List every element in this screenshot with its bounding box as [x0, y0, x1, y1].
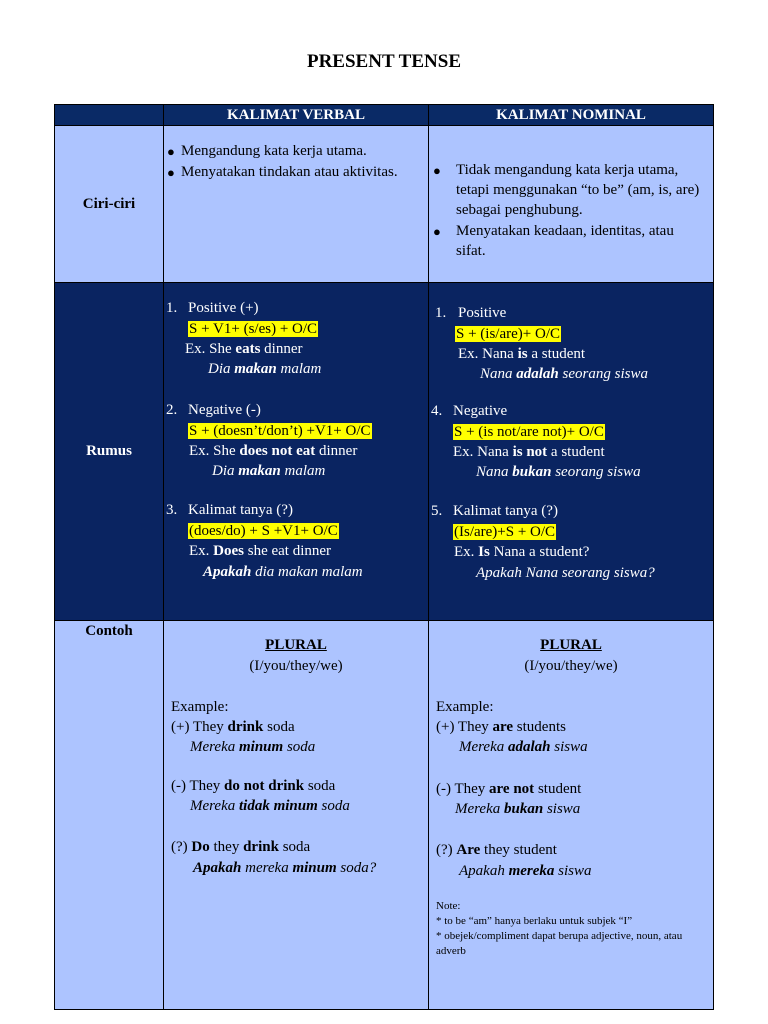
formula-positive: S + (is/are)+ O/C — [456, 326, 560, 342]
ciri-nominal-line: Menyatakan keadaan, identitas, atau — [456, 223, 674, 239]
translation: Mereka adalah siswa — [459, 739, 588, 755]
row-label-cell-rumus — [54, 282, 164, 621]
rumus-heading: Kalimat tanya (?) — [188, 502, 293, 518]
example-sentence: Ex. She eats dinner — [185, 341, 303, 357]
ciri-verbal-cell — [163, 125, 429, 283]
rumus-heading: Kalimat tanya (?) — [453, 503, 558, 519]
bullet-icon: ● — [433, 224, 441, 239]
formula-question: (does/do) + S +V1+ O/C — [189, 523, 338, 539]
example-positive: (+) They are students — [436, 719, 566, 735]
example-label: Example: — [171, 699, 229, 715]
example-negative: (-) They are not student — [436, 781, 582, 797]
note-line: adverb — [436, 945, 466, 957]
page-title: PRESENT TENSE — [306, 51, 461, 72]
bullet-icon: ● — [167, 144, 175, 159]
ciri-nominal-line: Tidak mengandung kata kerja utama, — [456, 162, 679, 178]
formula-negative: S + (doesn’t/don’t) +V1+ O/C — [189, 423, 371, 439]
item-number: 2. — [166, 402, 178, 418]
ciri-verbal-item: Mengandung kata kerja utama. — [181, 143, 367, 159]
rumus-heading: Positive (+) — [188, 300, 259, 316]
translation: Nana bukan seorang siswa — [476, 464, 641, 480]
example-sentence: Ex. Is Nana a student? — [454, 544, 590, 560]
row-label-rumus: Rumus — [86, 443, 132, 459]
translation: Apakah dia makan malam — [203, 564, 363, 580]
item-number: 4. — [431, 403, 443, 419]
note-line: * to be “am” hanya berlaku untuk subjek “I” — [436, 915, 633, 927]
note-line: * obejek/compliment dapat berupa adjective, noun, atau — [436, 930, 683, 942]
header-corner — [54, 104, 164, 126]
formula-positive: S + V1+ (s/es) + O/C — [189, 321, 318, 337]
ciri-nominal-line: sifat. — [456, 243, 486, 259]
header-verbal: KALIMAT VERBAL — [163, 104, 429, 126]
pronoun-list: (I/you/they/we) — [249, 658, 343, 674]
example-sentence: Ex. Nana is not a student — [453, 444, 605, 460]
item-number: 5. — [431, 503, 443, 519]
row-label-cell-ciri — [54, 125, 164, 283]
example-negative: (-) They do not drink soda — [171, 778, 336, 794]
translation: Nana adalah seorang siswa — [480, 366, 648, 382]
rumus-heading: Positive — [458, 305, 507, 321]
translation: Apakah mereka minum soda? — [193, 860, 377, 876]
ciri-nominal-cell — [428, 125, 714, 283]
formula-question: (Is/are)+S + O/C — [454, 524, 556, 540]
plural-heading: PLURAL — [540, 637, 602, 653]
example-positive: (+) They drink soda — [171, 719, 295, 735]
pronoun-list: (I/you/they/we) — [524, 658, 618, 674]
note-heading: Note: — [436, 900, 461, 912]
bullet-icon: ● — [433, 163, 441, 178]
item-number: 1. — [435, 305, 447, 321]
translation: Apakah mereka siswa — [459, 863, 592, 879]
ciri-verbal-item: Menyatakan tindakan atau aktivitas. — [181, 164, 398, 180]
translation: Dia makan malam — [208, 361, 322, 377]
translation: Dia makan malam — [212, 463, 326, 479]
item-number: 1. — [166, 300, 178, 316]
tense-table — [54, 104, 714, 1010]
item-number: 3. — [166, 502, 178, 518]
rumus-verbal-cell — [163, 282, 429, 621]
header-nominal: KALIMAT NOMINAL — [428, 104, 714, 126]
ciri-nominal-line: tetapi menggunakan “to be” (am, is, are) — [456, 182, 700, 198]
plural-heading: PLURAL — [265, 637, 327, 653]
example-question: (?) Are they student — [436, 842, 557, 858]
contoh-verbal-cell — [163, 620, 429, 1010]
rumus-heading: Negative (-) — [188, 402, 261, 418]
row-label-ciri: Ciri-ciri — [82, 196, 136, 212]
rumus-nominal-cell — [428, 282, 714, 621]
translation: Mereka tidak minum soda — [190, 798, 350, 814]
translation: Apakah Nana seorang siswa? — [476, 565, 655, 581]
contoh-nominal-cell — [428, 620, 714, 1010]
example-sentence: Ex. Nana is a student — [458, 346, 586, 362]
translation: Mereka minum soda — [190, 739, 316, 755]
formula-negative: S + (is not/are not)+ O/C — [454, 424, 604, 440]
example-sentence: Ex. She does not eat dinner — [189, 443, 358, 459]
example-label: Example: — [436, 699, 494, 715]
rumus-heading: Negative — [453, 403, 508, 419]
example-sentence: Ex. Does she eat dinner — [189, 543, 332, 559]
translation: Mereka bukan siswa — [455, 801, 581, 817]
example-question: (?) Do they drink soda — [171, 839, 311, 855]
bullet-icon: ● — [167, 165, 175, 180]
row-label-cell-contoh — [54, 620, 164, 1010]
row-label-contoh: Contoh — [85, 623, 133, 639]
ciri-nominal-line: sebagai penghubung. — [456, 202, 583, 218]
